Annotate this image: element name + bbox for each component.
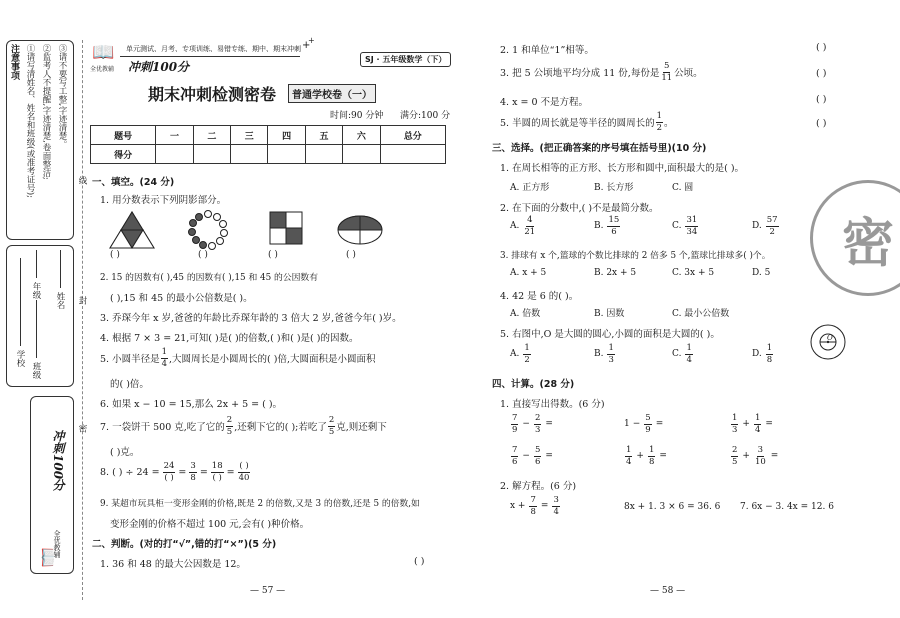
q8-fraction-4: $\frac{( )}{40}$ bbox=[238, 461, 250, 483]
q8-equals: = bbox=[178, 466, 187, 478]
c1-text: 1. 在周长相等的正方形、长方形和圆中,面积最大的是( )。 bbox=[500, 163, 745, 174]
c2-option-d[interactable]: D. $\frac{57}{2}$ bbox=[752, 215, 778, 237]
q1-answer-2[interactable]: ( ) bbox=[198, 250, 208, 260]
beads-figure bbox=[189, 211, 228, 250]
c2-text: 2. 在下面的分数中,( )不是最简分数。 bbox=[500, 203, 659, 214]
section2-title: 二、判断。(对的打“√”,错的打“×”)(5 分) bbox=[92, 539, 277, 550]
class-field[interactable] bbox=[36, 300, 37, 358]
section3-title: 三、选择。(把正确答案的序号填在括号里)(10 分) bbox=[492, 143, 707, 154]
j3-text-b: 公顷。 bbox=[674, 68, 703, 79]
q2-line1: 2. 15 的因数有( ),45 的因数有( ),15 和 45 的公因数有 bbox=[100, 273, 319, 283]
score-header-row bbox=[91, 126, 446, 145]
c3-option-d[interactable]: D. 5 bbox=[752, 268, 771, 278]
c1-option-b[interactable]: B. 长方形 bbox=[594, 183, 634, 193]
c3-option-c[interactable]: C. 3x + 5 bbox=[672, 268, 715, 278]
notes-label: 注意事项 bbox=[9, 44, 19, 80]
sidebar-book-icon: 📖 bbox=[38, 547, 58, 568]
q8-fraction-3: $\frac{18}{( )}$ bbox=[211, 461, 223, 483]
j3-line bbox=[500, 62, 703, 82]
j5-fraction: $\frac{1}{2}$ bbox=[656, 111, 663, 133]
q8-equals: = bbox=[199, 466, 208, 478]
c5-text: 5. 右图中,O 是大圆的圆心,小圆的面积是大圆的( )。 bbox=[500, 329, 720, 340]
header-tagline: 单元测试、月考、专项训练、易错专练、期中、期末冲刺 bbox=[126, 45, 301, 53]
j4-text: 4. x = 0 不是方程。 bbox=[500, 97, 589, 108]
exam-title: 期末冲刺检测密卷 bbox=[148, 85, 277, 104]
score-cell[interactable] bbox=[380, 145, 445, 164]
calc-item: $\frac{7}{6}$ − $\frac{5}{6}$ = bbox=[512, 445, 553, 467]
j5-text-b: 。 bbox=[664, 118, 674, 129]
j2-answer[interactable]: ( ) bbox=[816, 42, 827, 53]
q6-text: 6. 如果 x − 10 = 15,那么 2x + 5 = ( )。 bbox=[100, 399, 283, 410]
c4-option-c[interactable]: C. 最小公倍数 bbox=[672, 309, 730, 319]
j3-answer[interactable]: ( ) bbox=[816, 68, 827, 79]
equation-2: 8x + 1. 3 × 6 = 36. 6 bbox=[624, 502, 721, 512]
triangle-figure bbox=[110, 212, 154, 248]
j3-fraction: $\frac{5}{11}$ bbox=[661, 61, 673, 83]
grade-label: 年级 bbox=[31, 282, 41, 299]
ellipse-figure bbox=[338, 216, 382, 244]
score-value-row bbox=[91, 145, 446, 164]
q1-text: 1. 用分数表示下列阴影部分。 bbox=[100, 195, 227, 206]
score-row-label: 得分 bbox=[91, 145, 156, 164]
j5-line bbox=[500, 112, 674, 132]
calc-item: $\frac{2}{5}$ + $\frac{3}{10}$ = bbox=[732, 445, 779, 467]
equation-1: x + $\frac{7}{8}$ = $\frac{3}{4}$ bbox=[510, 495, 559, 517]
calc-item: $\frac{7}{9}$ − $\frac{2}{3}$ = bbox=[512, 413, 553, 435]
circles-figure bbox=[808, 322, 848, 362]
q9-line1: 9. 某超市玩具柜一变形金刚的价格,既是 2 的倍数,又是 3 的倍数,还是 5 的倍数,如 bbox=[100, 499, 420, 509]
score-cell[interactable] bbox=[343, 145, 380, 164]
page-number-right: — 58 — bbox=[650, 586, 686, 596]
q8-equals: = bbox=[226, 466, 235, 478]
c2-option-a[interactable]: A. $\frac{4}{21}$ bbox=[510, 215, 536, 237]
q7-line1 bbox=[100, 416, 387, 436]
c3-option-b[interactable]: B. 2x + 5 bbox=[594, 268, 637, 278]
header-book-icon: 📖 bbox=[92, 42, 115, 63]
j1-answer[interactable]: ( ) bbox=[414, 556, 425, 567]
q7-text-c: 克,则还剩下 bbox=[336, 422, 387, 433]
q5-text-a: 5. 小圆半径是 bbox=[100, 354, 160, 365]
q7-line2: ( )克。 bbox=[110, 447, 140, 458]
header-rule bbox=[120, 56, 300, 57]
j2-text: 2. 1 和单位“1”相等。 bbox=[500, 45, 594, 56]
q1-answer-4[interactable]: ( ) bbox=[346, 250, 356, 260]
c5-option-b[interactable]: B. $\frac{1}{3}$ bbox=[594, 343, 614, 365]
c2-option-b[interactable]: B. $\frac{15}{6}$ bbox=[594, 215, 620, 237]
q1-answer-1[interactable]: ( ) bbox=[110, 250, 120, 260]
j4-answer[interactable]: ( ) bbox=[816, 94, 827, 105]
q4-text: 4. 根据 7 × 3 = 21,可知( )是( )的倍数,( )和( )是( )的因数。 bbox=[100, 333, 359, 344]
section4-title: 四、计算。(28 分) bbox=[492, 379, 575, 390]
score-header-cell: 二 bbox=[193, 126, 230, 145]
q8-fraction-2: $\frac{3}{8}$ bbox=[190, 461, 196, 483]
j5-text-a: 5. 半圆的周长就是等半径的圆周长的 bbox=[500, 118, 655, 129]
school-label: 学校 bbox=[15, 350, 25, 367]
page-number-left: — 57 — bbox=[250, 586, 286, 596]
grade-field[interactable] bbox=[36, 250, 37, 278]
q7-text-a: 7. 一袋饼干 500 克,吃了它的 bbox=[100, 422, 225, 433]
q7-text-b: ,还剩下它的( );若吃了 bbox=[234, 422, 327, 433]
calc1-text: 1. 直接写出得数。(6 分) bbox=[500, 399, 605, 410]
q5-line1 bbox=[100, 348, 376, 368]
q8-text-a: 8. ( ) ÷ 24 = bbox=[100, 466, 160, 478]
c5-option-d[interactable]: D. $\frac{1}{8}$ bbox=[752, 343, 773, 365]
score-header-cell: 四 bbox=[268, 126, 305, 145]
j1-text: 1. 36 和 48 的最大公因数是 12。 bbox=[100, 559, 246, 570]
series-badge: SJ · 五年级数学（下） bbox=[360, 52, 451, 67]
q2-line2: ( ),15 和 45 的最小公倍数是( )。 bbox=[110, 293, 253, 304]
calc-item: $\frac{1}{4}$ + $\frac{1}{8}$ = bbox=[626, 445, 667, 467]
calc-item: 1 − $\frac{5}{9}$ = bbox=[624, 413, 664, 435]
total-label: 满分:100 分 bbox=[400, 111, 451, 121]
plus-icon-small: + bbox=[308, 36, 315, 45]
q1-figures bbox=[100, 208, 400, 250]
class-label: 班级 bbox=[31, 362, 41, 379]
q1-answer-3[interactable]: ( ) bbox=[268, 250, 278, 260]
score-header-cell: 五 bbox=[305, 126, 342, 145]
score-cell[interactable] bbox=[193, 145, 230, 164]
header-publisher: 全优教辅 bbox=[90, 66, 115, 73]
q8-fraction-1: $\frac{24}{( )}$ bbox=[163, 461, 175, 483]
score-cell[interactable] bbox=[305, 145, 342, 164]
circle-center-label: O bbox=[827, 334, 833, 342]
cut-mark-3: 密 bbox=[77, 424, 87, 433]
score-header-cell: 题号 bbox=[91, 126, 156, 145]
exam-variant: 普通学校卷（一） bbox=[288, 84, 376, 103]
equation-3: 7. 6x − 3. 4x = 12. 6 bbox=[740, 502, 834, 512]
c2-option-c[interactable]: C. $\frac{31}{34}$ bbox=[672, 215, 698, 237]
calc-item: $\frac{1}{3}$ + $\frac{1}{4}$ = bbox=[732, 413, 773, 435]
c3-text: 3. 排球有 x 个,篮球的个数比排球的 2 倍多 5 个,篮球比排球多( )个。 bbox=[500, 251, 771, 261]
name-label: 姓名 bbox=[55, 292, 65, 309]
note-1: ①请写清姓名、姓名和班级(或准考证号); bbox=[25, 44, 35, 198]
note-3: ③请不要写工整,字迹清楚。 bbox=[57, 44, 67, 149]
c4-text: 4. 42 是 6 的( )。 bbox=[500, 291, 579, 302]
c5-option-a[interactable]: A. $\frac{1}{2}$ bbox=[510, 343, 530, 365]
cut-mark-1: 线 bbox=[77, 176, 87, 185]
q5-line2: 的( )倍。 bbox=[110, 379, 149, 390]
score-cell[interactable] bbox=[231, 145, 268, 164]
q8-line bbox=[100, 462, 251, 482]
score-header-cell: 三 bbox=[231, 126, 268, 145]
school-field[interactable] bbox=[20, 258, 21, 346]
c1-option-a[interactable]: A. 正方形 bbox=[510, 183, 550, 193]
q7-fraction-1: $\frac{2}{5}$ bbox=[226, 415, 233, 437]
square-figure bbox=[270, 212, 302, 244]
score-header-cell: 一 bbox=[156, 126, 193, 145]
q5-text-b: ,大圆周长是小圆周长的( )倍,大圆面积是小圆面积 bbox=[169, 354, 376, 365]
c4-option-b[interactable]: B. 因数 bbox=[594, 309, 625, 319]
c4-option-a[interactable]: A. 倍数 bbox=[510, 309, 541, 319]
j5-answer[interactable]: ( ) bbox=[816, 118, 827, 129]
section1-title: 一、填空。(24 分) bbox=[92, 177, 175, 188]
c1-option-c[interactable]: C. 圆 bbox=[672, 183, 694, 193]
name-field[interactable] bbox=[60, 250, 61, 288]
c3-option-a[interactable]: A. x + 5 bbox=[510, 268, 547, 278]
secret-stamp-text: 密 bbox=[841, 213, 894, 274]
c5-option-c[interactable]: C. $\frac{1}{4}$ bbox=[672, 343, 692, 365]
time-label: 时间:90 分钟 bbox=[330, 111, 384, 121]
score-header-cell: 六 bbox=[343, 126, 380, 145]
secret-stamp bbox=[810, 180, 900, 296]
calc2-text: 2. 解方程。(6 分) bbox=[500, 481, 577, 492]
score-cell[interactable] bbox=[268, 145, 305, 164]
sidebar-brand: 冲刺100分 bbox=[51, 430, 65, 492]
q9-line2: 变形金刚的价格不超过 100 元,会有( )种价格。 bbox=[110, 519, 310, 530]
q3-text: 3. 乔琛今年 x 岁,爸爸的年龄比乔琛年龄的 3 倍大 2 岁,爸爸今年( )岁。 bbox=[100, 313, 402, 324]
score-table bbox=[90, 125, 446, 164]
q7-fraction-2: $\frac{2}{5}$ bbox=[328, 415, 335, 437]
cut-line bbox=[82, 40, 83, 600]
j3-text-a: 3. 把 5 公顷地平均分成 11 份,每份是 bbox=[500, 68, 660, 79]
score-header-cell: 总分 bbox=[380, 126, 445, 145]
cut-mark-2: 封 bbox=[77, 296, 87, 305]
sidebar-publisher: 全优教辅 bbox=[53, 530, 61, 558]
plus-icon: + bbox=[302, 40, 311, 51]
score-cell[interactable] bbox=[156, 145, 193, 164]
header-brand: 冲刺100分 bbox=[128, 60, 190, 74]
q5-fraction: $\frac{1}{4}$ bbox=[161, 347, 168, 369]
note-2: ②监考人不提醒,字迹清楚,卷面整洁; bbox=[41, 44, 51, 180]
